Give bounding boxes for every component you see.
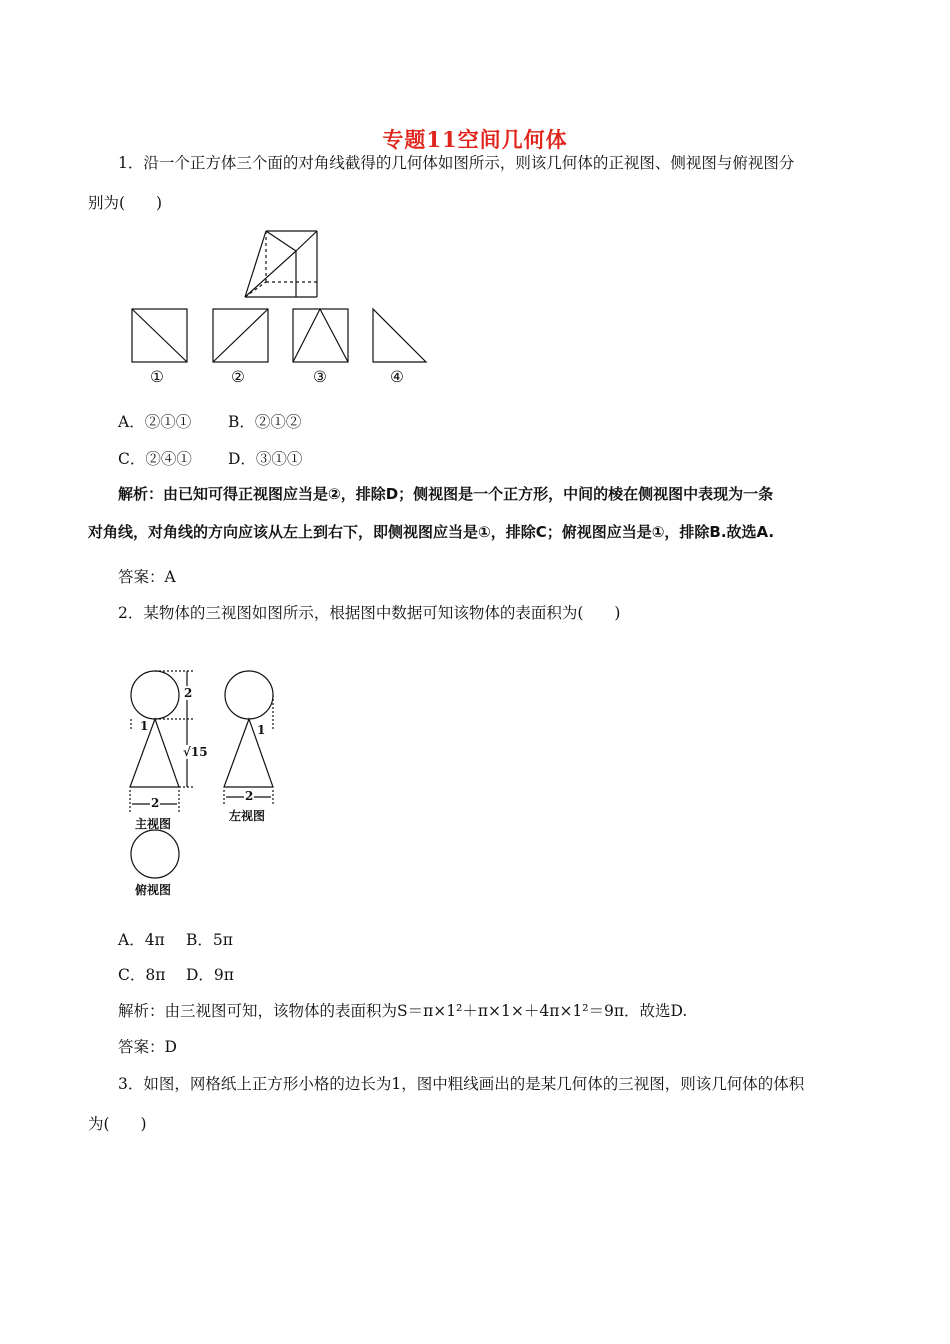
q1-analysis-line1: 解析：由已知可得正视图应当是②，排除D；侧视图是一个正方形，中间的棱在侧视图中表现为一条 bbox=[118, 485, 774, 503]
q1-stem-line1: 1．沿一个正方体三个面的对角线截得的几何体如图所示，则该几何体的正视图、侧视图与俯视图分 bbox=[118, 154, 795, 172]
q3-stem-line1: 3．如图，网格纸上正方形小格的边长为1，图中粗线画出的是某几何体的三视图，则该几何体的体积 bbox=[118, 1075, 805, 1093]
q1-option-b: B．②①② bbox=[228, 413, 302, 431]
q2-left-caption: 左视图 bbox=[229, 809, 266, 823]
q1-answer: 答案：A bbox=[118, 568, 176, 586]
q1-analysis-line2: 对角线，对角线的方向应该从左上到右下，即侧视图应当是①，排除C；俯视图应当是①，排除B.故选A. bbox=[88, 523, 775, 541]
q1-label-3: ③ bbox=[313, 368, 327, 386]
q2-stem: 2．某物体的三视图如图所示，根据图中数据可知该物体的表面积为( ) bbox=[118, 604, 621, 622]
q2-option-c: C．8π bbox=[118, 966, 166, 984]
q2-dim-2-top: 2 bbox=[184, 686, 193, 700]
q2-dim-2-left-view: 2 bbox=[245, 789, 254, 803]
q2-answer: 答案：D bbox=[118, 1038, 177, 1056]
q1-option-a: A．②①① bbox=[118, 413, 192, 431]
q2-option-d: D．9π bbox=[186, 966, 234, 984]
page-title: 专题11空间几何体 bbox=[382, 127, 568, 152]
q1-label-2: ② bbox=[231, 368, 245, 386]
q1-label-1: ① bbox=[150, 368, 164, 386]
q1-option-c: C．②④① bbox=[118, 450, 192, 468]
q2-option-b: B．5π bbox=[186, 931, 233, 949]
q1-option-d: D．③①① bbox=[228, 450, 303, 468]
q2-top-caption: 俯视图 bbox=[135, 883, 172, 897]
q2-dim-1-right: 1 bbox=[257, 723, 266, 737]
q1-label-4: ④ bbox=[390, 368, 404, 386]
q1-stem-line2: 别为( ) bbox=[88, 194, 163, 212]
q2-dim-2-bottom: 2 bbox=[151, 796, 160, 810]
q2-option-a: A．4π bbox=[118, 931, 165, 949]
q3-stem-line2: 为( ) bbox=[88, 1115, 147, 1133]
q2-front-caption: 主视图 bbox=[135, 817, 172, 831]
q2-dim-sqrt15: √15 bbox=[183, 745, 208, 759]
q2-analysis: 解析：由三视图可知，该物体的表面积为S＝π×1²＋π×1×＋4π×1²＝9π．故选D. bbox=[118, 1002, 688, 1020]
q2-dim-1-left: 1 bbox=[140, 719, 149, 733]
